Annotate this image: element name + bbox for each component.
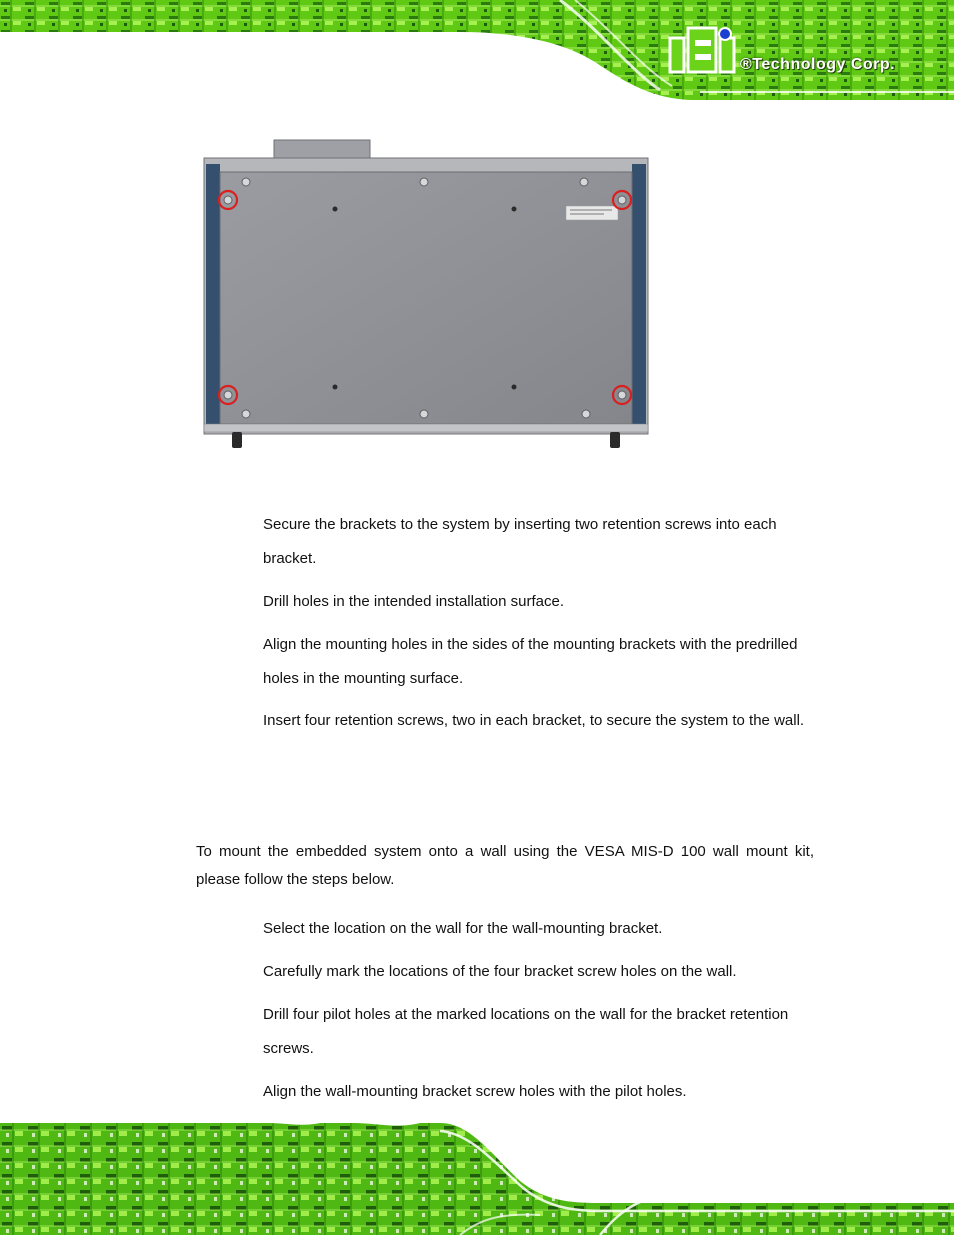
step-align-bracket: Align the wall-mounting bracket screw holes with the pilot holes. bbox=[263, 1083, 687, 1100]
pcb-footer-graphic bbox=[0, 1123, 954, 1235]
logo-text: ®Technology Corp. bbox=[740, 56, 896, 73]
device-underside-image bbox=[198, 136, 654, 454]
step-mark-screw-holes: Carefully mark the locations of the four bracket screw holes on the wall. bbox=[263, 963, 737, 980]
step-align-mounting-holes: Align the mounting holes in the sides of the mounting brackets with the predrilled holes in the mounting surface. bbox=[263, 636, 798, 687]
step-select-location: Select the location on the wall for the wall-mounting bracket. bbox=[263, 920, 663, 937]
step-insert-retention-screws: Insert four retention screws, two in each bracket, to secure the system to the wall. bbox=[263, 712, 805, 729]
step-drill-holes: Drill holes in the intended installation surface. bbox=[263, 593, 565, 610]
iei-logo bbox=[668, 24, 928, 84]
vesa-intro-paragraph: To mount the embedded system onto a wall using the VESA MIS-D 100 wall mount kit, please follow the steps below. bbox=[196, 843, 814, 888]
header-banner bbox=[0, 0, 954, 112]
footer-banner bbox=[0, 1123, 954, 1235]
step-secure-brackets: Secure the brackets to the system by inserting two retention screws into each bracket. bbox=[263, 516, 777, 567]
step-drill-pilot-holes: Drill four pilot holes at the marked locations on the wall for the bracket retention screws. bbox=[263, 1006, 789, 1057]
device-figure bbox=[198, 136, 654, 454]
iei-logo-mark-icon bbox=[668, 24, 738, 76]
